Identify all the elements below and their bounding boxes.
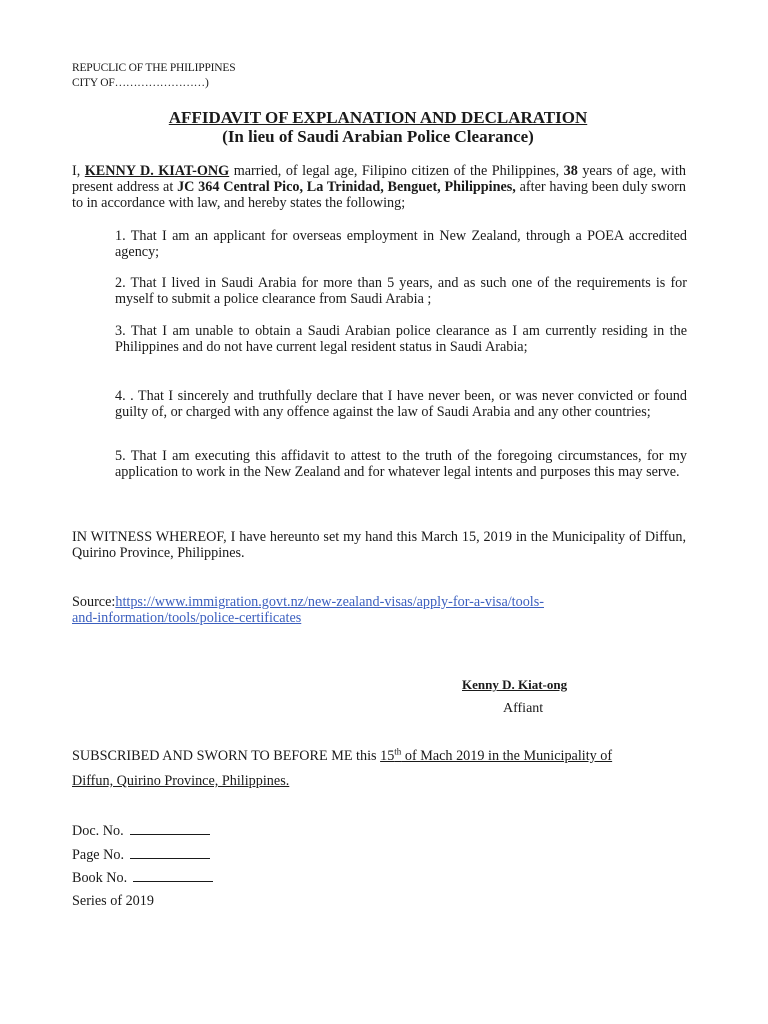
signature-name: Kenny D. Kiat-ong (462, 677, 568, 692)
signature-role: Affiant (503, 701, 544, 716)
subscribed-day: 15 (380, 748, 395, 764)
doc-no-blank (130, 822, 210, 835)
header-republic: REPUCLIC OF THE PHILIPPINES (72, 62, 236, 74)
statement-item-3: 3. That I am unable to obtain a Saudi Arabian police clearance as I am currently residing in the Philippines and do not have current legal resident status in Saudi Arabia; (115, 323, 687, 355)
subscribed-line-2: Diffun, Quirino Province, Philippines. (72, 773, 290, 789)
source-label: Source: (72, 594, 116, 610)
source-line (72, 594, 686, 626)
book-no-line (72, 869, 213, 887)
witness-paragraph: IN WITNESS WHEREOF, I have hereunto set my hand this March 15, 2019 in the Municipality of Diffun, Quirino Province, Philippines. (72, 529, 686, 561)
intro-paragraph (72, 163, 686, 211)
page-no-line (72, 846, 210, 864)
book-no-label: Book No. (72, 870, 128, 886)
page-no-blank (130, 846, 210, 859)
statement-item-2: 2. That I lived in Saudi Arabia for more than 5 years, and as such one of the requirements is for myself to submit a police clearance from Saudi Arabia ; (115, 275, 687, 307)
subscribed-line-1 (72, 748, 712, 765)
doc-no-label: Doc. No. (72, 823, 124, 839)
affiant-address: JC 364 Central Pico, La Trinidad, Benguet, Philippines, (177, 179, 516, 195)
subscribed-date (380, 748, 612, 764)
source-link-part1[interactable]: https://www.immigration.govt.nz/new-zealand-visas/apply-for-a-visa/tools- (115, 594, 544, 610)
statement-item-5: 5. That I am executing this affidavit to attest to the truth of the foregoing circumstances, for my application to work in the New Zealand and for whatever legal intents and purposes this may serve. (115, 448, 687, 480)
document-title: AFFIDAVIT OF EXPLANATION AND DECLARATION (168, 108, 588, 127)
intro-text-1: I, (72, 163, 85, 179)
source-link-part2[interactable]: and-information/tools/police-certificates (72, 610, 302, 626)
subscribed-text-2: of Mach 2019 in the Municipality of (401, 748, 613, 764)
book-no-blank (133, 869, 213, 882)
page-no-label: Page No. (72, 847, 125, 863)
intro-text-4: after having been duly sworn to in accordance with law, and hereby states the following; (72, 179, 686, 211)
statement-item-1: 1. That I am an applicant for overseas employment in New Zealand, through a POEA accredited agency; (115, 228, 687, 260)
doc-no-line (72, 822, 210, 840)
intro-text-3: years of age, with present address at (72, 163, 686, 195)
intro-text-2: married, of legal age, Filipino citizen of the Philippines, (229, 163, 564, 179)
document-subtitle: (In lieu of Saudi Arabian Police Clearance) (222, 127, 534, 146)
subscribed-day-suffix: th (394, 746, 402, 757)
affiant-name: KENNY D. KIAT-ONG (84, 163, 230, 179)
subscribed-text-1: SUBSCRIBED AND SWORN TO BEFORE ME this (72, 748, 381, 764)
header-city: CITY OF……………………) (72, 77, 209, 89)
series-line: Series of 2019 (72, 893, 154, 909)
statement-item-4: 4. . That I sincerely and truthfully declare that I have never been, or was never convicted or found guilty of, or charged with any offence against the law of Saudi Arabia and any other countries; (115, 388, 687, 420)
affiant-age: 38 (563, 163, 578, 179)
